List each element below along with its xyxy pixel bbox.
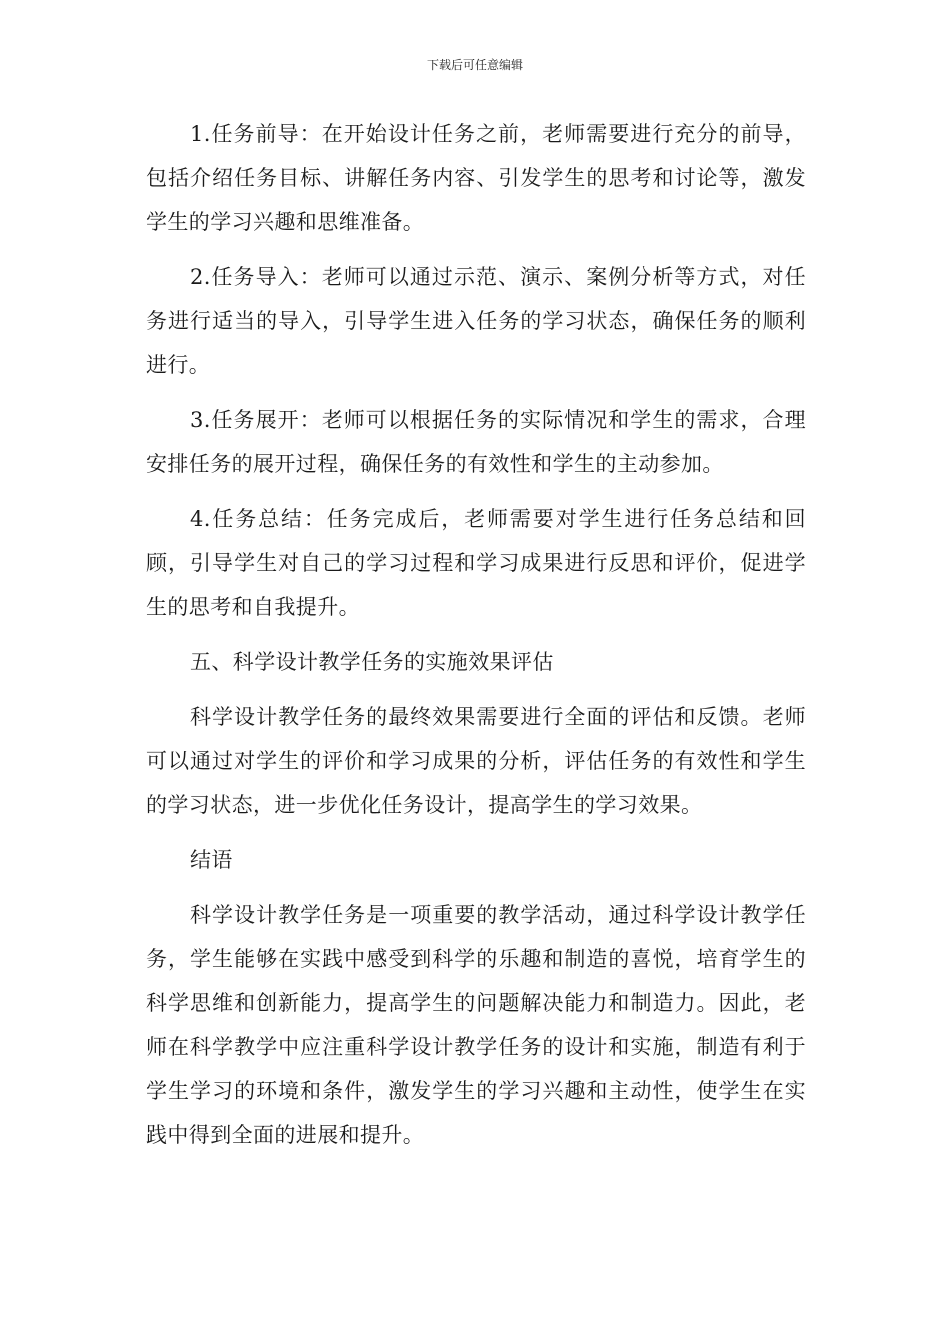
- paragraph-evaluation: 科学设计教学任务的最终效果需要进行全面的评估和反馈。老师可以通过对学生的评价和学习成果的分析，评估任务的有效性和学生的学习状态，进一步优化任务设计，提高学生的学习效果。: [146, 705, 806, 817]
- section-heading-conclusion: 结语: [190, 848, 233, 872]
- section-heading-evaluation: 五、科学设计教学任务的实施效果评估: [190, 650, 554, 674]
- paragraph-conclusion: 科学设计教学任务是一项重要的教学活动，通过科学设计教学任务，学生能够在实践中感受到科学的乐趣和制造的喜悦，培育学生的科学思维和创新能力，提高学生的问题解决能力和制造力。因此，老师在科学教学中应注重科学设计教学任务的设计和实施，制造有利于学生学习的环境和条件，激发学生的学习兴趣和主动性，使学生在实践中得到全面的进展和提升。: [146, 903, 806, 1147]
- paragraph-task-introduction: 2.任务导入：老师可以通过示范、演示、案例分析等方式，对任务进行适当的导入，引导学生进入任务的学习状态，确保任务的顺利进行。: [146, 265, 806, 377]
- paragraph-task-development: 3.任务展开：老师可以根据任务的实际情况和学生的需求，合理安排任务的展开过程，确保任务的有效性和学生的主动参加。: [146, 408, 806, 476]
- document-body: [146, 112, 806, 1168]
- page-header: 下载后可任意编辑: [426, 58, 523, 72]
- paragraph-task-preview: 1.任务前导：在开始设计任务之前，老师需要进行充分的前导，包括介绍任务目标、讲解任务内容、引发学生的思考和讨论等，激发学生的学习兴趣和思维准备。: [146, 122, 806, 234]
- paragraph-task-summary: 4.任务总结：任务完成后，老师需要对学生进行任务总结和回顾，引导学生对自己的学习过程和学习成果进行反思和评价，促进学生的思考和自我提升。: [146, 507, 806, 619]
